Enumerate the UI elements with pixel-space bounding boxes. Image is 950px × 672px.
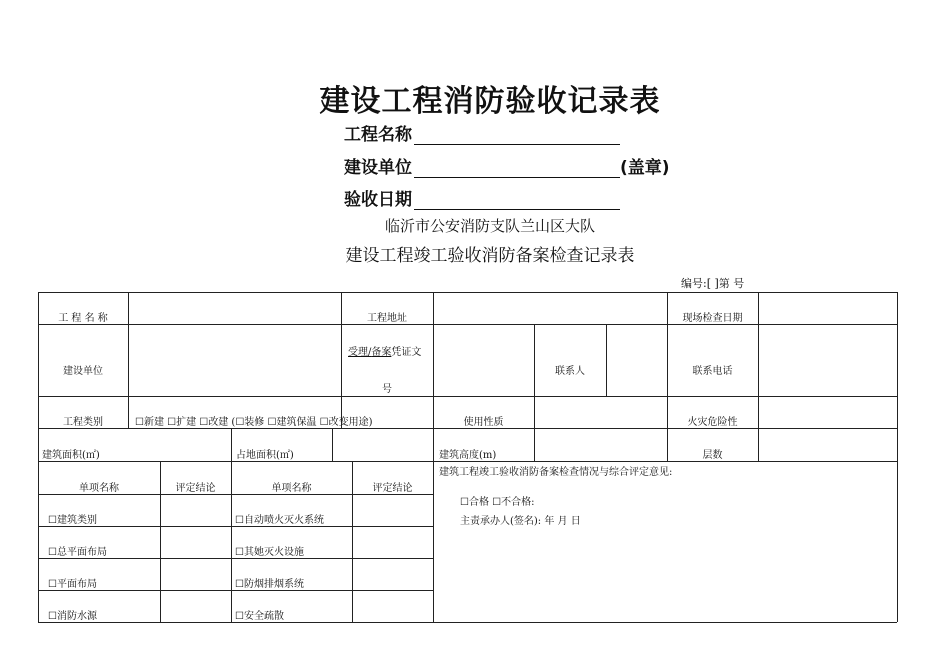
check-item[interactable]: ☐总平面布局 (48, 547, 107, 558)
cover-field-project-name (344, 120, 620, 145)
cover-field-label: 建设单位 (344, 158, 412, 178)
project-type-options[interactable]: ☐新建 ☐扩建 ☐改建 (☐装修 ☐建筑保温 ☐改变用途) (135, 417, 373, 428)
fire-hazard-label: 火灾危险性 (687, 417, 738, 428)
table-col (758, 292, 759, 461)
building-height-label: 建筑高度(m) (439, 450, 497, 461)
project-address-label: 工程地址 (367, 313, 407, 324)
items-header-right: 单项名称 (271, 483, 312, 494)
cover-field-construction-unit (344, 153, 670, 178)
table-col (128, 292, 129, 428)
signature-line: 主责承办人(签名): 年 月 日 (460, 516, 581, 527)
table-col (534, 324, 535, 461)
certificate-slash: / (368, 347, 372, 358)
table-border-right (897, 292, 898, 622)
result-header-left: 评定结论 (175, 483, 216, 494)
certificate-label (348, 343, 421, 358)
table-rule (38, 428, 897, 429)
certificate-filing: 备案 (371, 347, 392, 358)
construction-unit-label: 建设单位 (63, 366, 103, 377)
form-title: 建设工程竣工验收消防备案检查记录表 (345, 246, 635, 266)
land-area-label: 占地面积(㎡) (236, 450, 294, 461)
table-col (231, 428, 232, 622)
fill-line (414, 126, 620, 145)
cover-field-label: 验收日期 (344, 190, 412, 210)
table-rule (38, 526, 434, 527)
table-rule (38, 590, 434, 591)
check-item[interactable]: ☐其她灭火设施 (235, 547, 304, 558)
contact-person-label: 联系人 (555, 366, 585, 377)
table-rule (38, 494, 434, 495)
check-item[interactable]: ☐防烟排烟系统 (235, 579, 304, 590)
table-rule (38, 396, 897, 397)
project-type-label: 工程类别 (63, 417, 103, 428)
cover-field-acceptance-date (344, 185, 620, 210)
result-header-right: 评定结论 (372, 483, 413, 494)
form-number: 编号:[ ]第 号 (681, 277, 745, 290)
table-border-left (38, 292, 39, 622)
seal-note: (盖章) (620, 158, 670, 178)
project-name-label: 工 程 名 称 (58, 313, 108, 324)
table-border-bottom (38, 622, 897, 623)
page-title: 建设工程消防验收记录表 (319, 84, 661, 119)
table-rule (38, 461, 897, 462)
check-item[interactable]: ☐自动喷火灭火系统 (235, 515, 324, 526)
table-col (433, 292, 434, 622)
cover-field-label: 工程名称 (344, 125, 412, 145)
usage-nature-label: 使用性质 (463, 417, 504, 428)
items-header-left: 单项名称 (79, 483, 119, 494)
table-rule (38, 558, 434, 559)
contact-phone-label: 联系电话 (692, 366, 733, 377)
table-col (606, 324, 607, 396)
pass-options[interactable]: ☐合格 ☐不合格: (460, 497, 535, 508)
check-item[interactable]: ☐安全疏散 (235, 611, 284, 622)
certificate-doc: 凭证文 (391, 347, 422, 358)
building-area-label: 建筑面积(㎡) (42, 450, 100, 461)
opinion-title: 建筑工程竣工验收消防备案检查情况与综合评定意见: (439, 467, 673, 478)
table-col (332, 428, 333, 461)
inspection-date-label: 现场检查日期 (682, 313, 743, 324)
check-item[interactable]: ☐平面布局 (48, 579, 97, 590)
organization-name: 临沂市公安消防支队兰山区大队 (384, 217, 595, 235)
certificate-accept: 受理 (348, 347, 368, 358)
fill-line (414, 191, 620, 210)
table-border-top (38, 292, 897, 293)
check-item[interactable]: ☐建筑类别 (48, 515, 97, 526)
check-item[interactable]: ☐消防水源 (48, 611, 97, 622)
floors-label: 层数 (702, 450, 723, 461)
certificate-number-label: 号 (382, 384, 392, 395)
fill-line (414, 159, 620, 178)
table-rule (38, 324, 897, 325)
